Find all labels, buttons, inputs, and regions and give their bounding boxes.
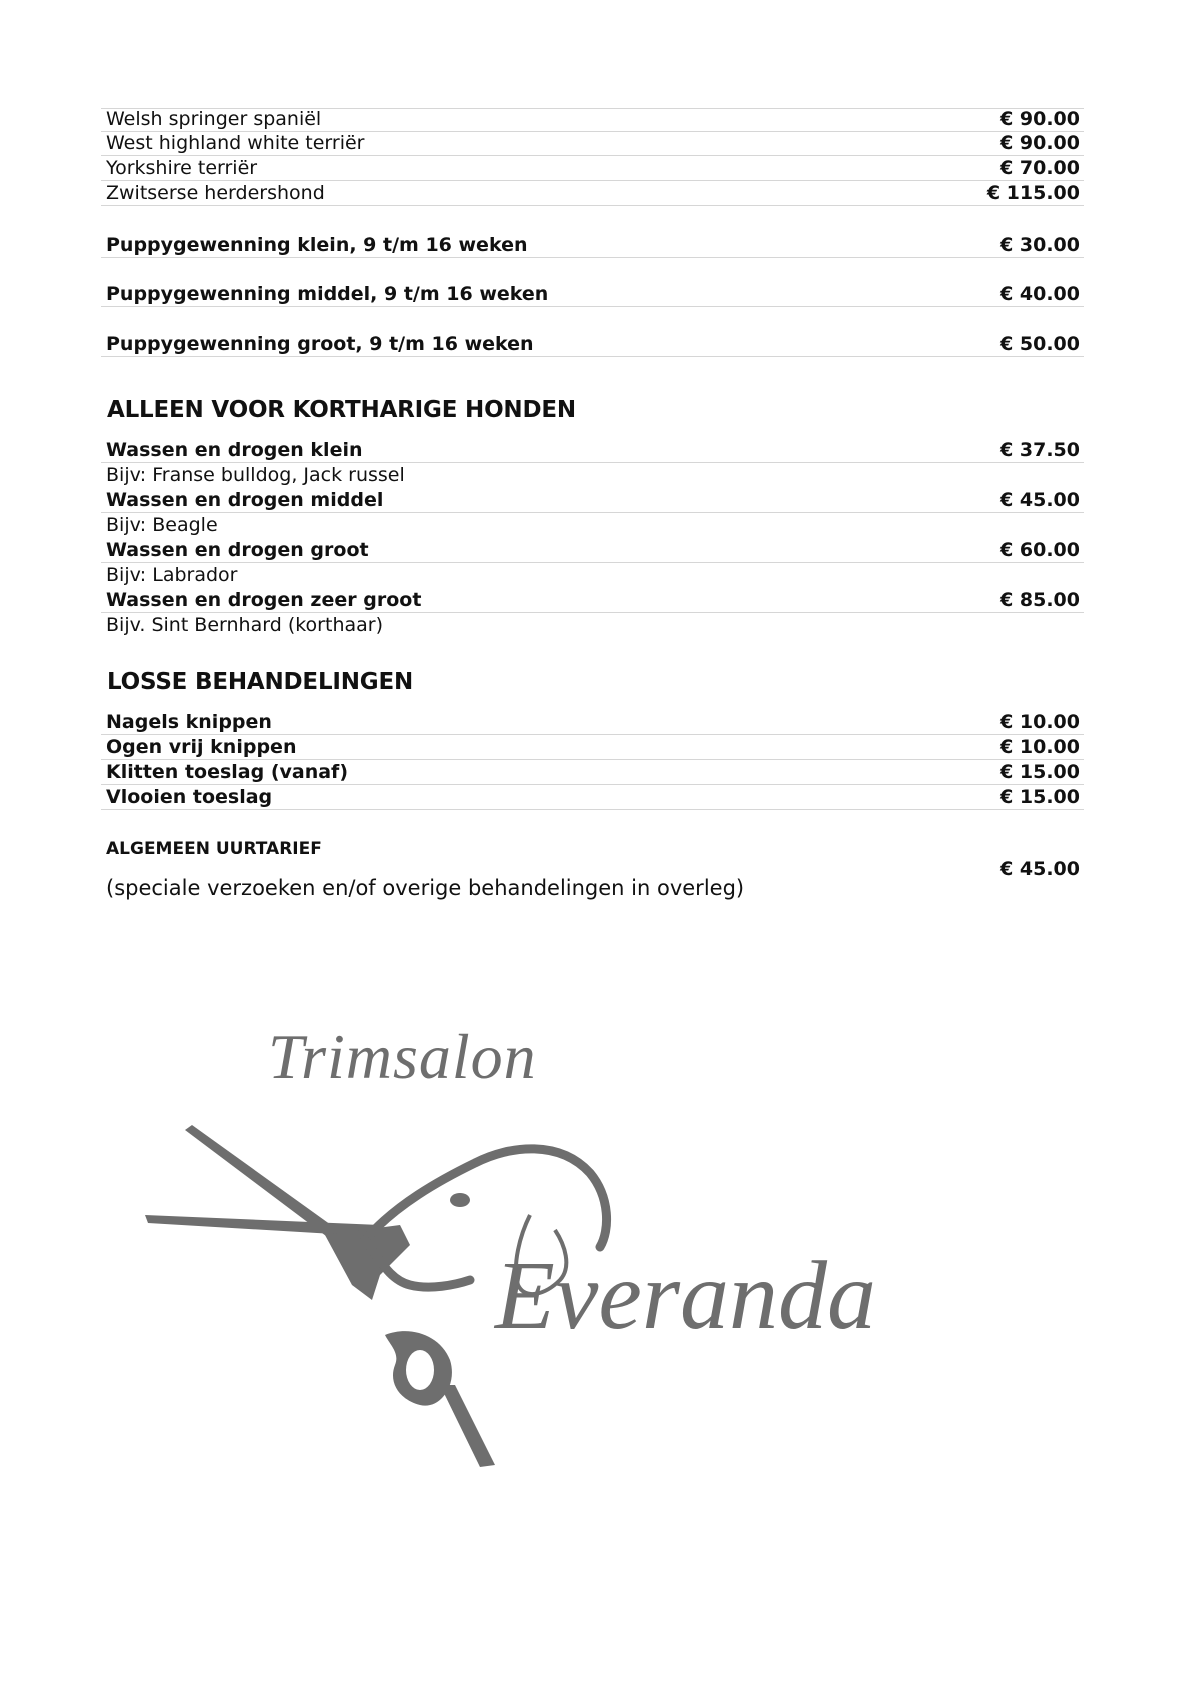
price-row [101,761,1084,785]
section-heading: ALLEEN VOOR KORTHARIGE HONDEN [107,397,576,423]
service-note: Bijv: Beagle [106,514,218,536]
service-price: € 85.00 [1000,589,1080,611]
service-name: Vlooien toeslag [106,786,273,808]
price-row [101,786,1084,810]
service-price: € 90.00 [1000,132,1080,154]
service-price: € 37.50 [1000,439,1080,461]
service-name: West highland white terriër [106,132,365,154]
service-price: € 45.00 [1000,489,1080,511]
price-row [101,157,1084,181]
service-price: € 115.00 [986,182,1080,204]
service-price: € 15.00 [1000,786,1080,808]
logo-line-1: Trimsalon [268,1021,537,1092]
price-row [101,234,1084,258]
service-name: Puppygewenning klein, 9 t/m 16 weken [106,234,528,256]
service-name: Wassen en drogen klein [106,439,363,461]
service-note: Bijv. Sint Bernhard (korthaar) [106,614,383,636]
service-name: Wassen en drogen middel [106,489,384,511]
service-name: Zwitserse herdershond [106,182,325,204]
service-name: Welsh springer spaniël [106,108,322,130]
service-name: Yorkshire terriër [106,157,258,179]
hourly-rate-note: (speciale verzoeken en/of overige behandelingen in overleg) [106,876,745,900]
service-price: € 50.00 [1000,333,1080,355]
service-price: € 90.00 [1000,108,1080,130]
service-name: Wassen en drogen groot [106,539,369,561]
price-row [101,108,1084,132]
price-row [101,736,1084,760]
service-name: Ogen vrij knippen [106,736,297,758]
price-row [101,711,1084,735]
price-row [101,539,1084,563]
price-row [101,132,1084,156]
price-row [101,182,1084,206]
hourly-rate-price: € 45.00 [1000,858,1080,880]
service-price: € 10.00 [1000,736,1080,758]
hourly-rate-heading: ALGEMEEN UURTARIEF [106,839,322,859]
service-note: Bijv: Labrador [106,564,238,586]
price-row [101,589,1084,613]
price-row [101,439,1084,463]
service-price: € 30.00 [1000,234,1080,256]
service-price: € 10.00 [1000,711,1080,733]
service-price: € 70.00 [1000,157,1080,179]
service-name: Puppygewenning groot, 9 t/m 16 weken [106,333,534,355]
service-name: Wassen en drogen zeer groot [106,589,422,611]
service-price: € 15.00 [1000,761,1080,783]
price-row [101,333,1084,357]
service-name: Puppygewenning middel, 9 t/m 16 weken [106,283,549,305]
price-row [101,489,1084,513]
service-price: € 40.00 [1000,283,1080,305]
price-row [101,283,1084,307]
service-name: Nagels knippen [106,711,272,733]
section-heading: LOSSE BEHANDELINGEN [107,669,414,695]
service-note: Bijv: Franse bulldog, Jack russel [106,464,405,486]
service-price: € 60.00 [1000,539,1080,561]
service-name: Klitten toeslag (vanaf) [106,761,349,783]
logo-line-2: Everanda [495,1242,876,1350]
